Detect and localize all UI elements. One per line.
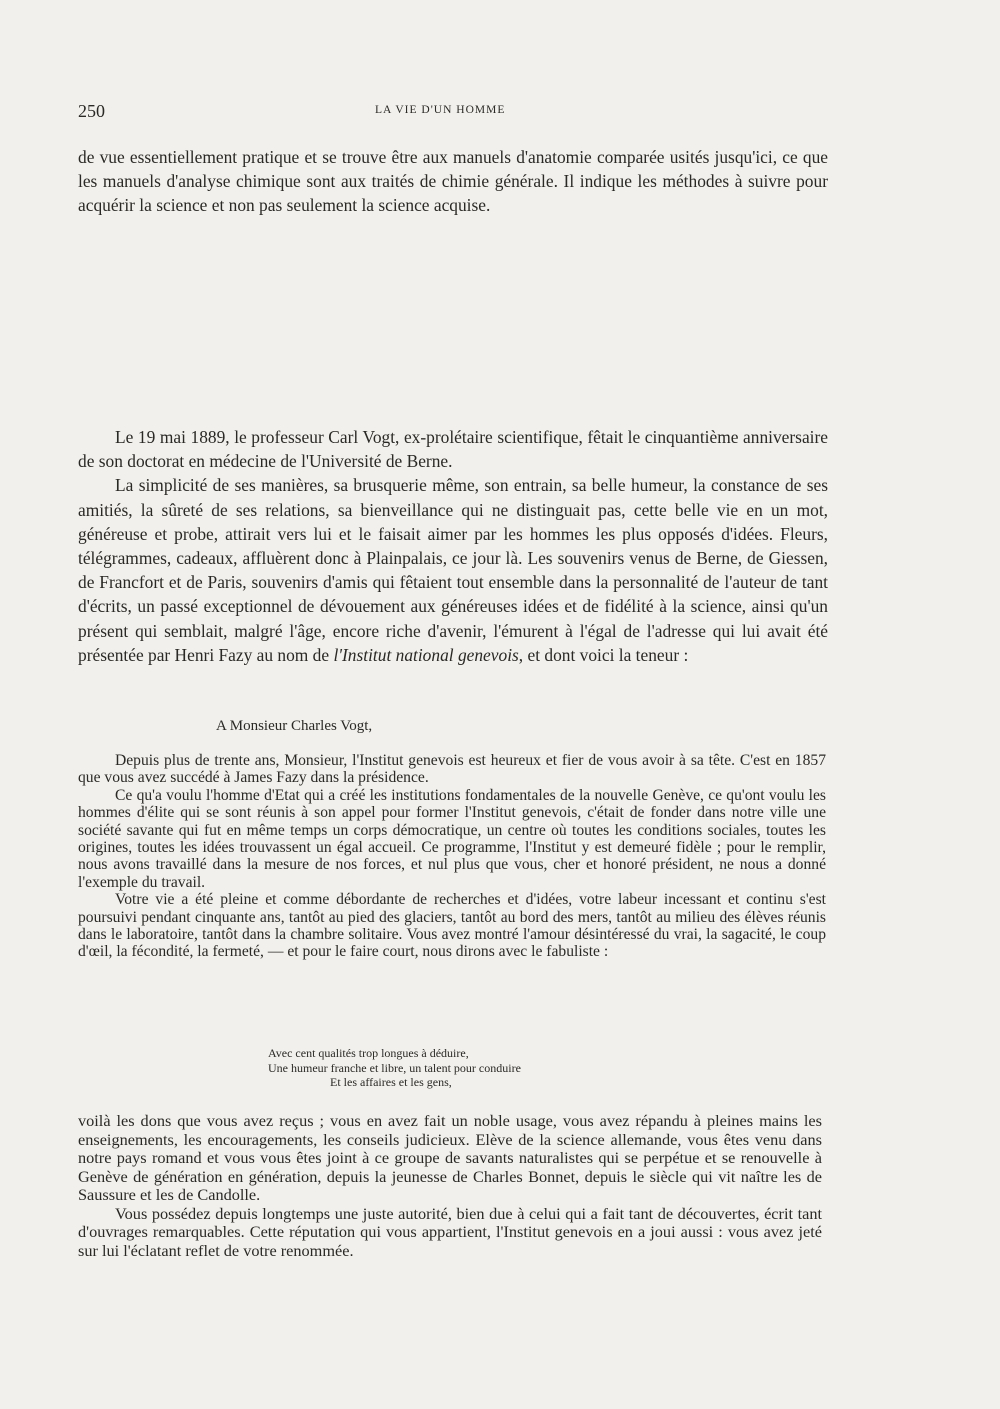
- address-paragraph-3: Votre vie a été pleine et comme débordante de recherches et d'idées, votre labeur incessant et continu s'est poursuivi pendant cinquante ans, tantôt au pied des glaciers, tantôt au bord des mers, tantôt au milieu des élèves réunis dans le laboratoire, tantôt dans la chambre solitaire. Vous avez montré l'amour désintéressé du vrai, la sagacité, le coup d'œil, la fécondité, la fermeté, — et pour le faire court, nous dirons avec le fabuliste :: [78, 891, 826, 961]
- narrative-paragraph-2: [78, 473, 828, 667]
- page-number: 250: [78, 101, 105, 121]
- address-paragraph-1: Depuis plus de trente ans, Monsieur, l'Institut genevois est heureux et fier de vous avoir à sa tête. C'est en 1857 que vous avez succédé à James Fazy dans la présidence.: [78, 752, 826, 787]
- address-paragraph-2: Ce qu'a voulu l'homme d'Etat qui a créé les institutions fondamentales de la nouvelle Genève, ce qu'ont voulu les hommes d'élite qui se sont réunis à son appel pour former l'Institut genevois, c'était de fonder dans notre ville une société savante qui fut en même temps un corps démocratique, un centre où toutes les conditions sociales, toutes les origines, toutes les idées trouvassent un égal accueil. Ce programme, l'Institut y est demeuré fidèle ; pour le remplir, nous avons travaillé dans la mesure de nos forces, et nul plus que vous, cher et honoré président, ne nous a donné l'exemple du travail.: [78, 786, 826, 891]
- closing-paragraph-1: voilà les dons que vous avez reçus ; vous en avez fait un noble usage, vous avez répandu à pleines mains les enseignements, les encouragements, les conseils judicieux. Elève de la science allemande, vous êtes venu dans notre pays romand et vous vous êtes joint à ce groupe de savants naturalistes qui se perpétue et se renouvelle à Genève de génération en génération, depuis la jeunesse de Charles Bonnet, depuis le siècle qui vit naître les de Saussure et les de Candolle.: [78, 1111, 822, 1204]
- narrative-text-end: , et dont voici la teneur :: [518, 644, 689, 665]
- intro-block: [78, 145, 828, 218]
- address-body: [78, 752, 826, 961]
- address-salutation: A Monsieur Charles Vogt,: [216, 718, 373, 734]
- page-header: [78, 101, 828, 125]
- narrative-block: [78, 425, 828, 667]
- address-closing: [78, 1112, 822, 1260]
- fable-verse: [268, 1046, 521, 1090]
- narrative-text-start: La simplicité de ses manières, sa brusquerie même, son entrain, sa belle humeur, la constance de ses amitiés, la sûreté de ses relations, sa bienveillance qui ne distinguait pas, cette belle vie en un mot, généreuse et probe, attirait vers lui et le faisait aimer par les hommes les plus opposés d'idées. Fleurs, télégrammes, cadeaux, affluèrent donc à Plainpalais, ce jour là. Les souvenirs venus de Berne, de Giessen, de Francfort et de Paris, souvenirs d'amis qui fêtaient tout ensemble dans la personnalité de l'auteur de tant d'écrits, un passé exceptionnel de dévouement aux généreuses idées et de fidélité à la science, ainsi qu'un présent qui semblait, malgré l'âge, encore riche d'avenir, l'émurent à l'égal de l'adresse qui lui avait été présentée par Henri Fazy au nom de: [78, 475, 828, 665]
- verse-line-3: Et les affaires et les gens,: [330, 1075, 452, 1089]
- intro-paragraph: de vue essentiellement pratique et se trouve être aux manuels d'anatomie comparée usités jusqu'ici, ce que les manuels d'analyse chimique sont aux traités de chimie générale. Il indique les méthodes à suivre pour acquérir la science et non pas seulement la science acquise.: [78, 147, 828, 216]
- closing-paragraph-2: Vous possédez depuis longtemps une juste autorité, bien due à celui qui a fait tant de découvertes, écrit tant d'ouvrages remarquables. Cette réputation qui vous appartient, l'Institut genevois en a joui aussi : vous avez jeté sur lui l'éclatant reflet de votre renommée.: [78, 1203, 822, 1260]
- institute-name: l'Institut national genevois: [333, 644, 519, 665]
- running-head: LA VIE D'UN HOMME: [375, 104, 506, 116]
- narrative-paragraph-1: Le 19 mai 1889, le professeur Carl Vogt, ex-prolétaire scientifique, fêtait le cinquantième anniversaire de son doctorat en médecine de l'Université de Berne.: [78, 427, 828, 472]
- verse-line-1: Avec cent qualités trop longues à déduire,: [268, 1046, 469, 1060]
- verse-line-2: Une humeur franche et libre, un talent pour conduire: [268, 1060, 521, 1075]
